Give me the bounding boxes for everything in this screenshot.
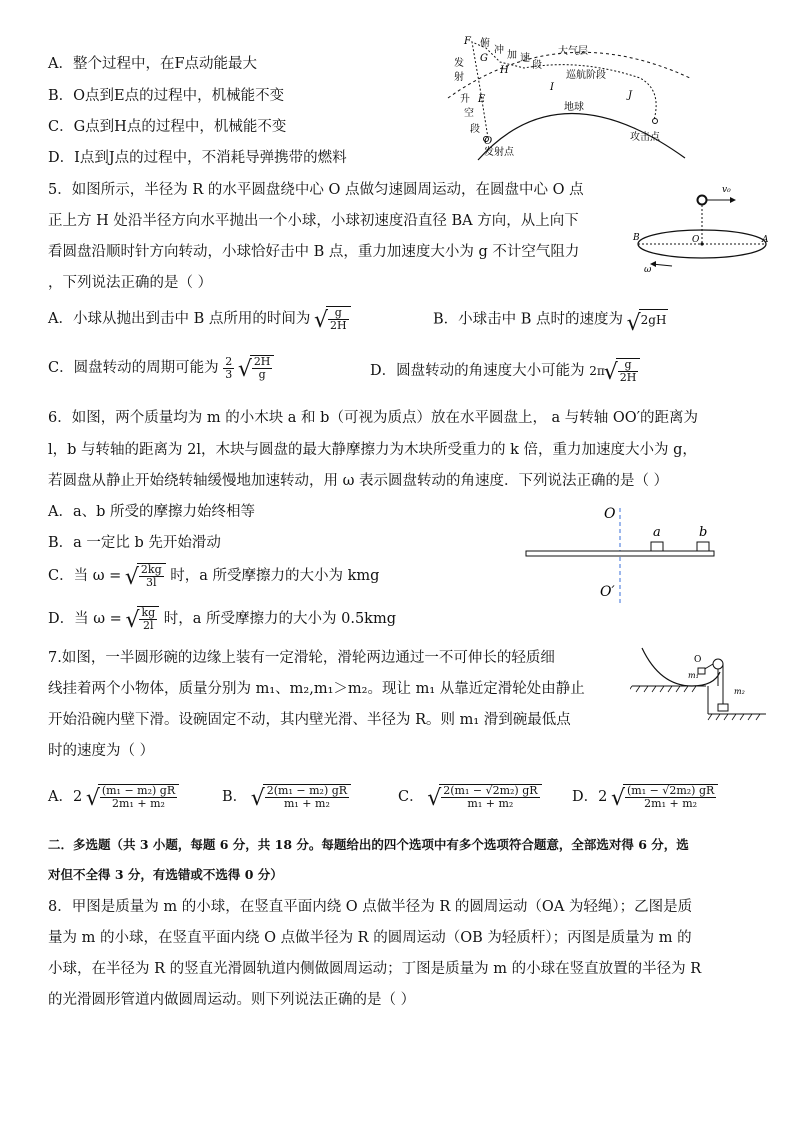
q7-d-num: √ (m₁ − √2m₂) gR [626,784,715,797]
label-launch-point: 发射点 [484,147,514,158]
q7-b-label: B． [222,789,248,805]
disk-diagram [630,182,776,272]
label-b: b [699,525,708,540]
sqrt-symbol [612,784,718,810]
ground-hatch-right [708,714,760,720]
q7-stem-line2: 线挂着两个小物体，质量分别为 m₁、m₂,m₁＞m₂。现让 m₁ 从靠近定滑轮处由静止 [48,681,585,697]
label-kong: 空 [464,108,474,119]
q8-stem-line3: 小球，在半径为 R 的竖直光滑圆轨道内侧做圆周运动；丁图是质量为 m 的小球在竖直放置的半径为 R [48,961,702,977]
sqrt-symbol [87,784,179,810]
q4-option-a: A．整个过程中，在F点动能最大 [48,56,258,72]
label-F: F [464,36,471,47]
label-duan: 段 [532,60,542,71]
q5-a-text: A．小球从抛出到击中 B 点所用的时间为 [48,311,311,327]
q7-c-num: √ 2(m₁ − √2m₂) gR [443,784,538,797]
ball [698,196,707,205]
disk-plate [526,551,714,556]
q6-option-c [48,563,379,589]
q7-stem-line4: 时的速度为（ ） [48,743,155,759]
q5-c-coef-den: 3 [225,367,233,381]
label-J: J [628,90,633,101]
q5-d-den: 2H [619,371,637,384]
q5-option-c [48,355,274,381]
q7-option-b [222,784,351,810]
q6-stem-line1: 6．如图，两个质量均为 m 的小木块 a 和 b（可视为质点）放在水平圆盘上， a 与转轴 OO′的距离为 [48,410,698,426]
q6-d-den: 2l [143,619,154,632]
q5-c-coef-num: 2 [225,354,233,368]
label-earth: 地球 [564,102,584,113]
missile-trajectory-diagram [440,28,700,163]
q7-d-den: 2m₁ + m₂ [644,797,698,810]
q5-d-coef: 2π [589,364,605,378]
q6-d-post: 时，a 所受摩擦力的大小为 0.5kmg [163,611,397,627]
q5-option-d [370,358,640,384]
q5-stem-line2: 正上方 H 处沿半径方向水平抛出一个小球，小球初速度沿直径 BA 方向，从上向下 [48,213,579,229]
q5-b-radicand: 2gH [639,309,669,330]
q7-option-c [398,784,542,810]
label-a: a [653,525,661,540]
q6-option-b: B．a 一定比 b 先开始滑动 [48,535,221,551]
q7-a-den: 2m₁ + m₂ [112,797,165,810]
q7-c-label: C． [398,789,424,805]
sqrt-symbol [628,309,669,330]
sqrt-symbol [239,355,275,381]
bowl-pulley-diagram [630,642,770,724]
q5-option-a [48,306,351,332]
q5-c-num: √ 2H [253,355,271,368]
q8-stem-line2: 量为 m 的小球，在竖直平面内绕 O 点做半径为 R 的圆周运动（OB 为轻质杆）；丙图是质量为 m 的 [48,930,692,946]
section2-header-line1: 二．多选题（共 3 小题，每题 6 分，共 18 分。每题给出的四个选项中有多个选项符合题意，全部选对得 6 分，选 [48,837,689,852]
q6-c-den: 3l [146,576,157,589]
q5-b-text: B．小球击中 B 点时的速度为 [433,311,624,328]
q5-d-num: √ g [618,359,639,372]
q6-d-pre: D．当 ω = [48,611,122,627]
q8-stem-line4: 的光滑圆形管道内做圆周运动。则下列说法正确的是（ ） [48,992,416,1008]
sqrt-symbol [428,784,541,810]
q4-option-b: B．O点到E点的过程中，机械能不变 [48,88,285,104]
block-b [697,542,709,551]
label-sheng: 升 [460,94,470,105]
q5-a-num: √ g [328,307,349,320]
label-G: G [480,53,488,64]
q7-stem-line1: 7.如图，一半圆形碗的边缘上装有一定滑轮，滑轮两边通过一不可伸长的轻质细 [48,650,555,666]
q7-stem-line3: 开始沿碗内壁下滑。设碗固定不动，其内壁光滑、半径为 R。则 m₁ 滑到碗最低点 [48,712,571,728]
label-she: 射 [454,72,464,83]
q6-c-post: 时，a 所受摩擦力的大小为 kmg [170,568,380,584]
q7-option-d [572,784,718,810]
label-O: O [694,655,702,665]
q4-option-d: D．I点到J点的过程中，不消耗导弹携带的燃料 [48,150,347,166]
section2-header-line2: 对但不全得 3 分，有选错或不选得 0 分） [48,867,283,882]
label-fu: 俯 [480,38,490,49]
q6-stem-line3: 若圆盘从静止开始绕转轴缓慢地加速转动，用 ω 表示圆盘转动的角速度．下列说法正确的是（ ） [48,473,669,489]
label-v0: v₀ [722,185,731,195]
q7-d-label: D．2 [572,789,608,805]
label-H: H [500,65,509,76]
label-O-prime: O′ [600,584,615,600]
sqrt-symbol [252,784,351,810]
label-chong: 冲 [494,45,504,56]
q8-stem-line1: 8．甲图是质量为 m 的小球，在竖直平面内绕 O 点做半径为 R 的圆周运动（OA 为轻绳）；乙图是质 [48,899,693,915]
block-a [651,542,663,551]
block-m2 [718,704,728,711]
q7-a-num: √ (m₁ − m₂) gR [101,784,176,797]
turntable-diagram [520,500,720,606]
label-jia: 加 [507,50,517,61]
q4-option-c: C．G点到H点的过程中，机械能不变 [48,119,287,135]
label-O: O [604,506,616,522]
q5-stem-line3: 看圆盘沿顺时针方向转动，小球恰好击中 B 点，重力加速度大小为 g 不计空气阻力 [48,244,580,260]
label-m1: m₁ [688,671,699,680]
sqrt-symbol [126,606,159,632]
q5-option-b [433,309,668,330]
q6-stem-line2: l，b 与转轴的距离为 2l，木块与圆盘的最大静摩擦力为木块所受重力的 k 倍，重力加速度大小为 g， [48,442,697,458]
label-B: B [633,233,640,243]
label-E: E [478,94,486,105]
label-atmosphere: 大气层 [558,46,588,57]
label-cruise: 巡航阶段 [566,70,606,81]
q6-option-d [48,606,396,632]
q6-d-num: √ kg [141,606,156,619]
label-attack-point: 攻击点 [630,132,660,143]
q7-a-label: A．2 [48,789,83,805]
ground-hatch [630,686,696,692]
sqrt-symbol [605,358,641,384]
label-su: 速 [520,53,530,64]
label-omega: ω [644,265,652,272]
q5-a-den: 2H [329,319,347,332]
label-fa: 发 [454,58,464,69]
label-duan2: 段 [470,124,480,135]
block-m1 [698,668,705,674]
pulley [713,659,723,669]
q5-stem-line4: ，下列说法正确的是（ ） [48,275,213,291]
sqrt-symbol [126,563,166,589]
q7-b-den: m₁ + m₂ [283,797,330,810]
q6-c-pre: C．当 ω = [48,568,122,584]
center-dot [700,242,703,245]
label-O: O [692,235,700,245]
label-m2: m₂ [734,687,745,696]
q6-c-num: √ 2kg [140,563,162,576]
label-O: O [484,136,493,147]
q5-d-text: D．圆盘转动的角速度大小可能为 [370,363,585,379]
q5-stem-line1: 5．如图所示，半径为 R 的水平圆盘绕中心 O 点做匀速圆周运动，在圆盘中心 O 点 [48,182,584,198]
label-A: A [762,235,769,245]
q6-option-a: A．a、b 所受的摩擦力始终相等 [48,504,256,520]
velocity-arrowhead [730,197,736,203]
q5-c-text: C．圆盘转动的周期可能为 [48,360,219,376]
attack-point-dot [653,119,658,124]
q7-c-den: m₁ + m₂ [467,797,514,810]
label-I: I [550,82,554,93]
q5-c-den: g [258,368,266,381]
q7-b-num: √ 2(m₁ − m₂) gR [266,784,348,797]
sqrt-symbol [315,306,351,332]
q7-option-a [48,784,179,810]
